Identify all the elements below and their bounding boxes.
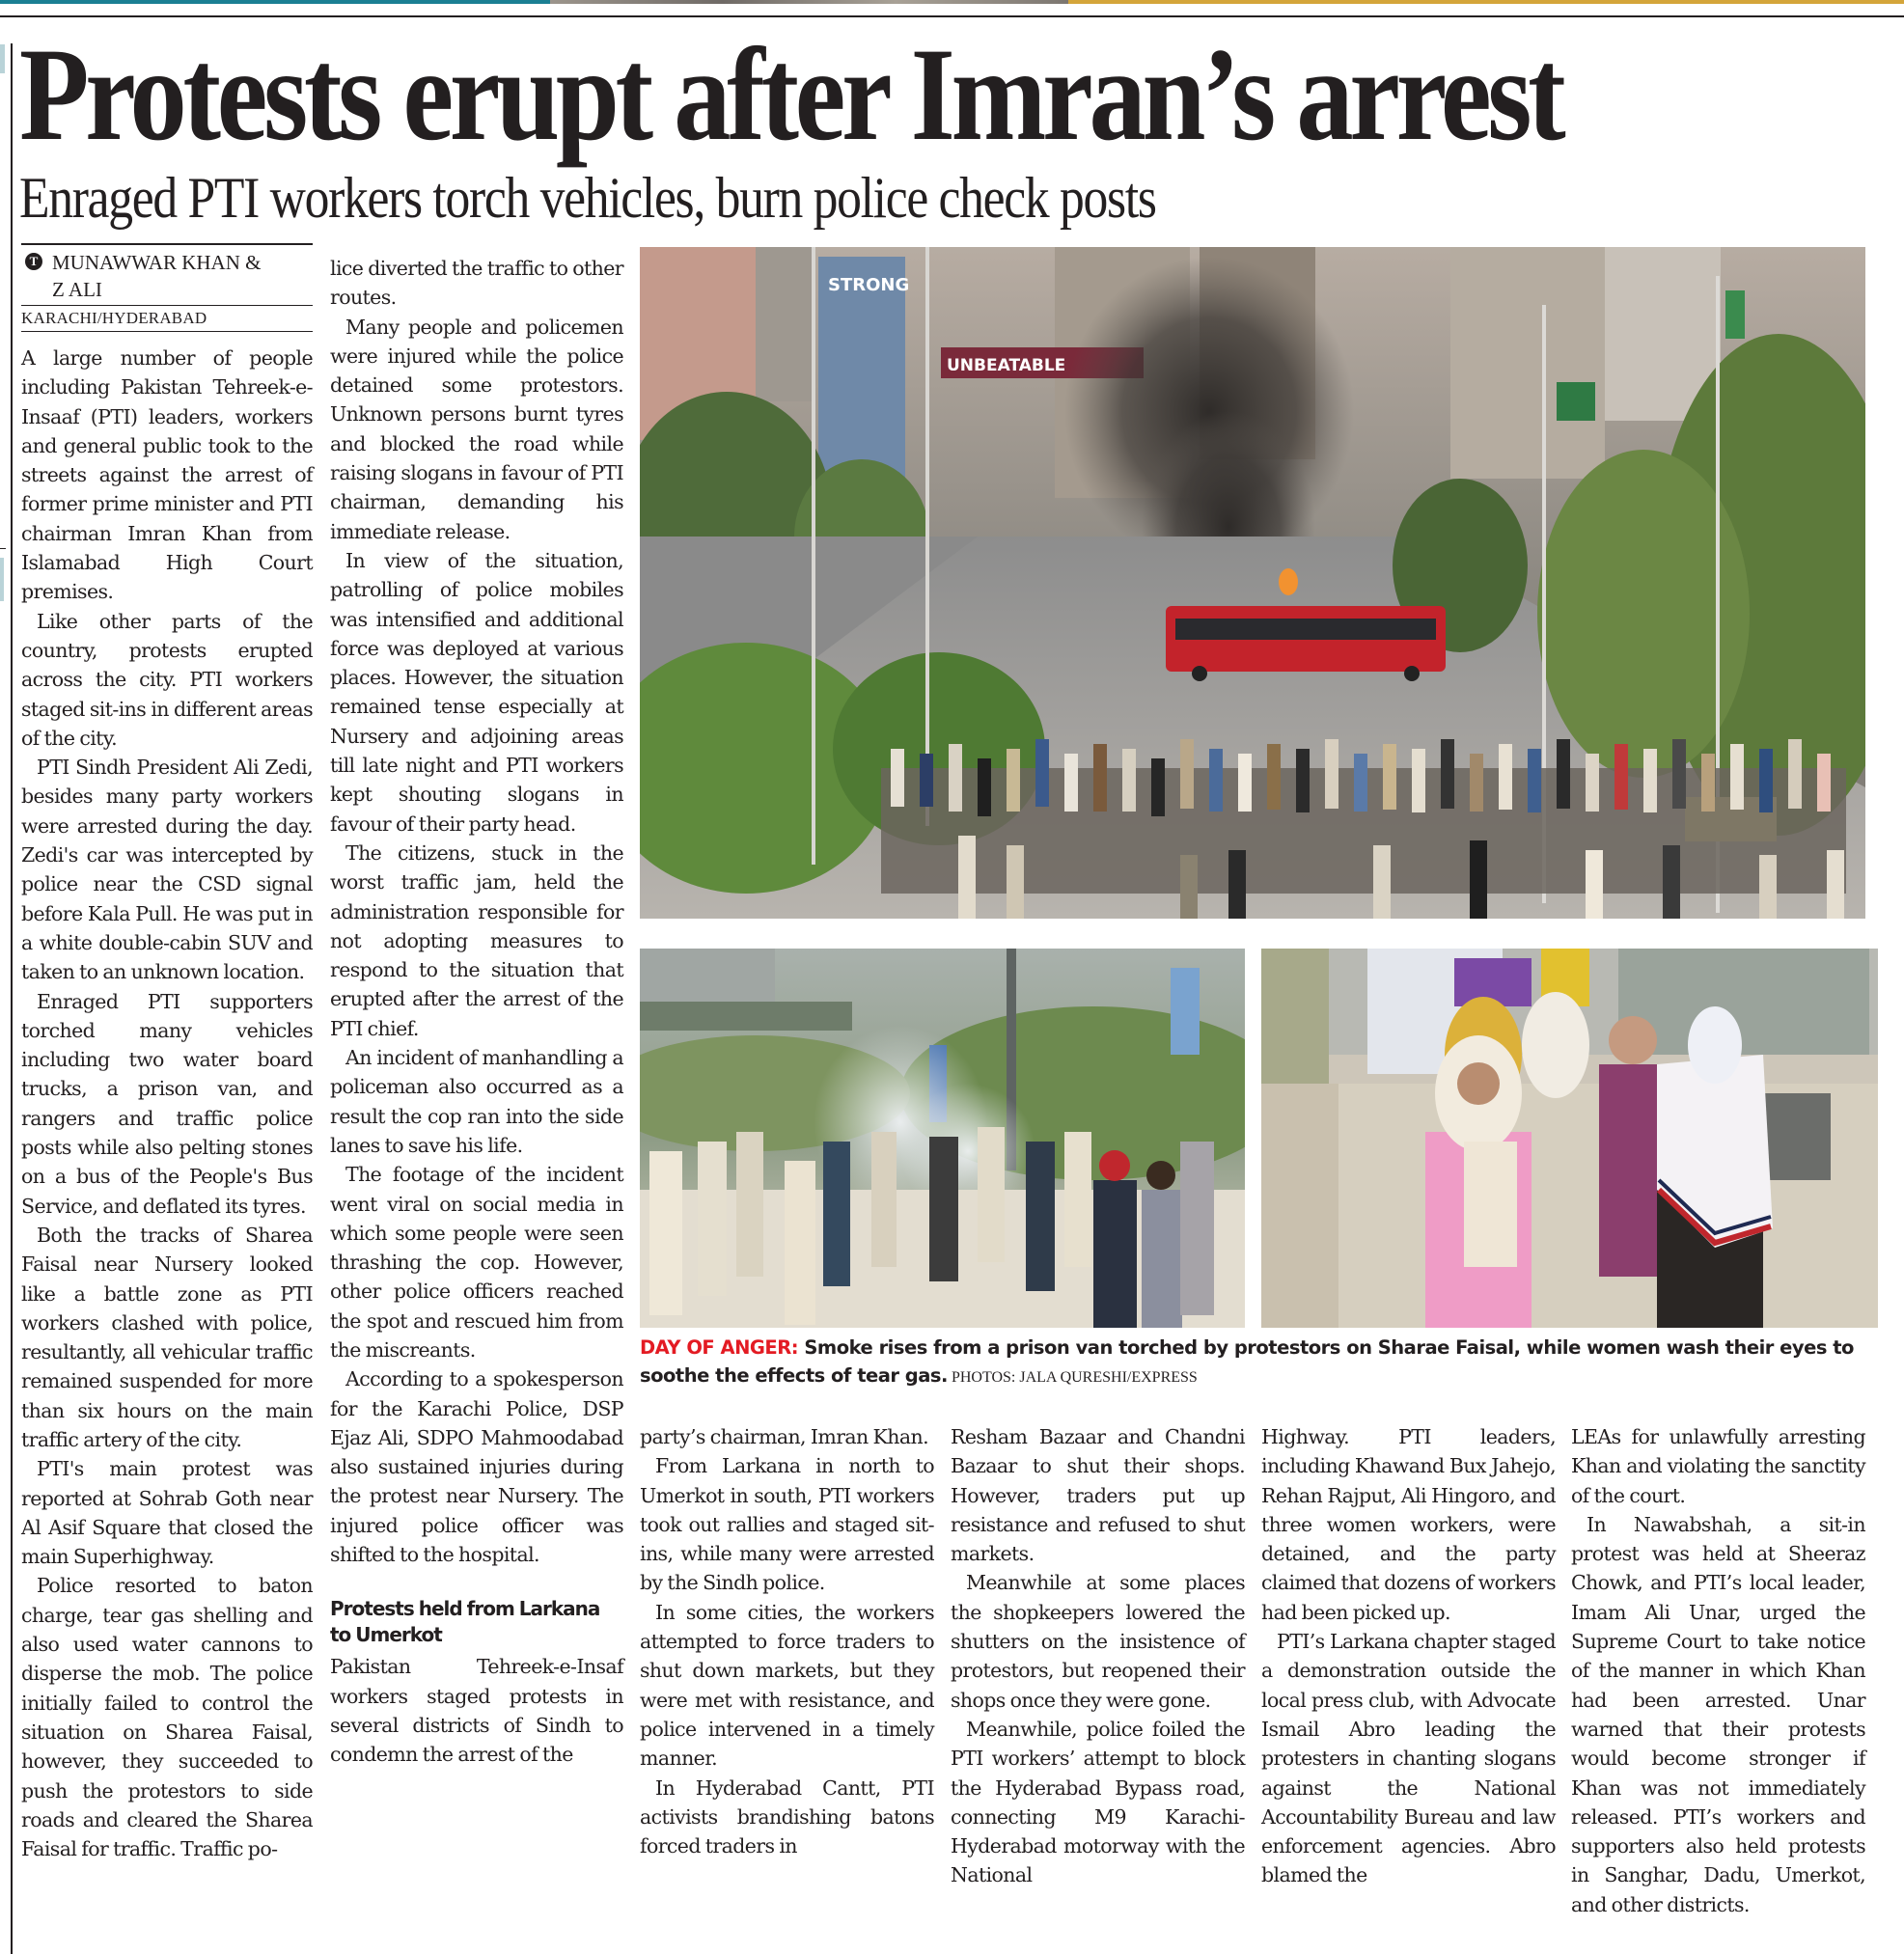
- paragraph: Many people and policemen were injured while the police detained some protestors. Unknown persons burnt tyres and blocked the road while raising slogans in favour of PTI chairman, demanding his immediate release.: [330, 315, 623, 543]
- paragraph: In some cities, the workers attempted to force traders to shut down markets, but they were met with resistance, and police intervened in a timely manner.: [640, 1600, 934, 1771]
- article-column-6: [1571, 1422, 1865, 1919]
- protest-crowd-photo-illustration: [640, 247, 1865, 919]
- women-tear-gas-photo-illustration: [1261, 949, 1878, 1328]
- section-subhead: Protests held from Larkana to Umerkot: [330, 1597, 600, 1647]
- caption-kicker: DAY OF ANGER:: [640, 1336, 799, 1359]
- article-column-2: [330, 254, 623, 1770]
- paragraph: party’s chairman, Imran Khan.: [640, 1425, 929, 1448]
- headline: Protests erupt after Imran’s arrest: [19, 20, 1562, 168]
- left-column-rule: [11, 43, 13, 1954]
- paragraph: PTI's main protest was reported at Sohrab Goth near Al Asif Square that closed the main Superhighway.: [21, 1457, 313, 1569]
- paragraph: Resham Bazaar and Chandni Bazaar to shut their shops. However, traders put up resistance and refused to shut markets.: [951, 1425, 1245, 1566]
- article-column-5: [1261, 1422, 1556, 1890]
- paragraph: In Hyderabad Cantt, PTI activists brandishing batons forced traders in: [640, 1775, 934, 1858]
- paragraph: In view of the situation, patrolling of police mobiles was intensified and additional force was deployed at various places. However, the situation remained tense especially at Nursery and adjoining areas till late night and PTI workers kept shouting slogans in favour of their party head.: [330, 548, 623, 836]
- paragraph: According to a spokesperson for the Karachi Police, DSP Ejaz Ali, SDPO Mahmoodabad also sustained injuries during the protest near Nursery. The injured police officer was shifted to the hospital.: [330, 1367, 623, 1567]
- paragraph: Meanwhile, police foiled the PTI workers’ attempt to block the Hyderabad Bypass road, connecting M9 Karachi-Hyderabad motorway with the National: [951, 1717, 1245, 1887]
- lower-left-photo-tear-gas: [640, 949, 1245, 1328]
- top-rule: [0, 15, 1904, 17]
- article-column-3: [640, 1422, 934, 1860]
- paragraph: An incident of manhandling a policeman also occurred as a result the cop ran into the side lanes to save his life.: [330, 1046, 623, 1157]
- tear-gas-photo-illustration: [640, 949, 1245, 1328]
- paragraph: The citizens, stuck in the worst traffic jam, held the administration responsible for not adopting measures to respond to the situation that erupted after the arrest of the PTI chief.: [330, 840, 623, 1040]
- paragraph: In Nawabshah, a sit-in protest was held at Sheeraz Chowk, and PTI’s local leader, Imam Ali Unar, urged the Supreme Court to take notice of the manner in which Khan had been arrested. Unar warned that their protests would become stronger if Khan was not immediately released. PTI’s workers and supporters also held protests in Sanghar, Dadu, Umerkot, and other districts.: [1571, 1512, 1865, 1916]
- svg-text:STRONG: STRONG: [828, 275, 910, 295]
- left-edge-tick: [0, 548, 6, 549]
- paragraph: From Larkana in north to Umerkot in south, PTI workers took out rallies and staged sit-ins, while many were arrested by the Sindh police.: [640, 1454, 934, 1595]
- lower-right-photo-women: [1261, 949, 1878, 1328]
- main-photo-protest-crowd: [640, 247, 1865, 919]
- top-color-bar-gold: [1068, 0, 1904, 4]
- article-column-4: [951, 1422, 1245, 1890]
- paragraph: Highway. PTI leaders, including Khawand Bux Jahejo, Rehan Rajput, Ali Hingoro, and three women workers, were detained, and the party claimed that dozens of workers had been picked up.: [1261, 1425, 1556, 1624]
- dateline: KARACHI/HYDERABAD: [21, 305, 313, 332]
- author-line-1: MUNAWWAR KHAN &: [52, 251, 262, 274]
- top-color-bar-photo-strip: [550, 0, 1068, 4]
- paragraph: Pakistan Tehreek-e-Insaf workers staged protests in several districts of Sindh to condemn the arrest of the: [330, 1655, 623, 1767]
- top-color-bar-teal: [0, 0, 550, 4]
- column-2-after-subhead: [330, 1652, 623, 1769]
- paragraph: The footage of the incident went viral on social media in which some people were seen thrashing the cop. However, other police officers reached the spot and rescued him from the miscreants.: [330, 1163, 623, 1362]
- photo-credit: PHOTOS: JALA QURESHI/EXPRESS: [947, 1369, 1198, 1386]
- column-2-body: [330, 254, 623, 1569]
- paragraph: Enraged PTI supporters torched many vehicles including two water board trucks, a prison van, and rangers and traffic police posts while also pelting stones on a bus of the People's Bus Service, and deflated its tyres.: [21, 989, 313, 1218]
- left-edge-tab: [0, 44, 5, 73]
- caption-text: Smoke rises from a prison van torched by protestors on Sharae Faisal, while women wash their eyes to soothe the effects of tear gas.: [640, 1336, 1854, 1387]
- svg-text:UNBEATABLE: UNBEATABLE: [947, 356, 1066, 375]
- express-tribune-t-icon: T: [25, 253, 42, 270]
- paragraph: LEAs for unlawfully arresting Khan and violating the sanctity of the court.: [1571, 1425, 1865, 1507]
- paragraph: A large number of people including Pakistan Tehreek-e-Insaaf (PTI) leaders, workers and general public took to the streets against the arrest of former prime minister and PTI chairman Imran Khan from Islamabad High Court premises.: [21, 346, 313, 604]
- paragraph: lice diverted the traffic to other routes.: [330, 257, 623, 310]
- author-line-2: Z ALI: [52, 278, 102, 301]
- byline: [21, 243, 313, 332]
- article-column-1: [21, 344, 313, 1863]
- subheadline: Enraged PTI workers torch vehicles, burn police check posts: [19, 166, 1156, 230]
- paragraph: Like other parts of the country, protests erupted across the city. PTI workers staged sit-ins in different areas of the city.: [21, 609, 313, 750]
- left-edge-tab: [0, 558, 4, 601]
- byline-authors: [21, 245, 313, 305]
- paragraph: PTI’s Larkana chapter staged a demonstration outside the local press club, with Advocate Ismail Abro leading the protesters in chanting slogans against the National Accountability Bureau and law enforcement agencies. Abro blamed the: [1261, 1630, 1556, 1887]
- paragraph: Both the tracks of Sharea Faisal near Nursery looked like a battle zone as PTI workers clashed with police, resultantly, all vehicular traffic remained suspended for more than six hours on the main traffic artery of the city.: [21, 1223, 313, 1451]
- paragraph: Police resorted to baton charge, tear gas shelling and also used water cannons to disperse the mob. The police initially failed to control the situation on Sharea Faisal, however, they succeeded to push the protestors to side roads and cleared the Sharea Faisal for traffic. Traffic po-: [21, 1574, 313, 1861]
- paragraph: Meanwhile at some places the shopkeepers lowered the shutters on the insistence of protestors, but reopened their shops once they were gone.: [951, 1571, 1245, 1712]
- paragraph: PTI Sindh President Ali Zedi, besides many party workers were arrested during the day. Zedi's car was intercepted by police near the CSD signal before Kala Pull. He was put in a white double-cabin SUV and taken to an unknown location.: [21, 756, 313, 984]
- photo-caption: [640, 1334, 1870, 1391]
